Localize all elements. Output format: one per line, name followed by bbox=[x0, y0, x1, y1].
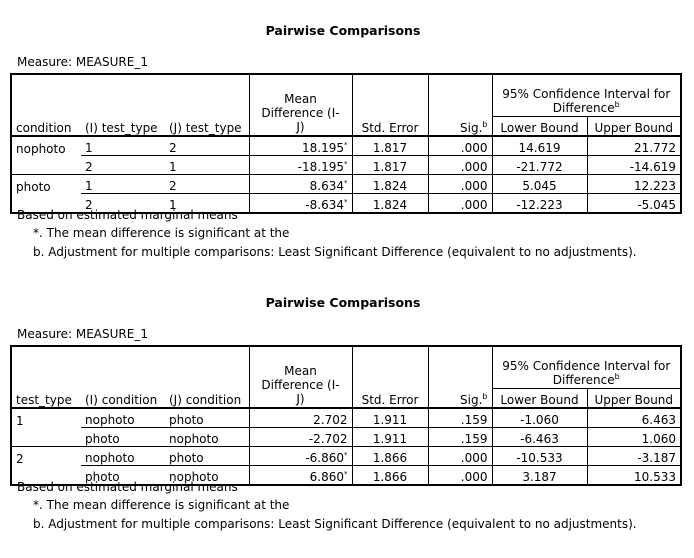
footnote-b: b. Adjustment for multiple comparisons: Least Significant Difference (equivalent to no adjustments). bbox=[33, 517, 637, 531]
row-std-error: 1.817 bbox=[352, 136, 428, 156]
table-row bbox=[11, 408, 681, 428]
sig-footnote-mark: b bbox=[482, 392, 488, 401]
row-sig: .000 bbox=[428, 136, 492, 156]
col-header-sig bbox=[428, 346, 492, 408]
pairwise-table bbox=[10, 345, 682, 486]
row-std-error: 1.911 bbox=[352, 408, 428, 428]
footnote-star: *. The mean difference is significant at the bbox=[33, 498, 290, 512]
row-j: nophoto bbox=[165, 428, 249, 447]
row-lower: 5.045 bbox=[492, 175, 587, 194]
row-std-error: 1.824 bbox=[352, 175, 428, 194]
footnote-star: *. The mean difference is significant at the bbox=[33, 226, 290, 240]
table-title: Pairwise Comparisons bbox=[265, 23, 421, 38]
row-mean-diff bbox=[249, 447, 352, 466]
col-header-group: test_type bbox=[11, 346, 81, 408]
row-lower: -10.533 bbox=[492, 447, 587, 466]
row-upper: 1.060 bbox=[587, 428, 681, 447]
row-i: photo bbox=[81, 428, 165, 447]
row-lower: -1.060 bbox=[492, 408, 587, 428]
significance-mark: * bbox=[344, 179, 348, 187]
ci-line2 bbox=[497, 373, 677, 387]
row-upper: -5.045 bbox=[587, 194, 681, 214]
row-i: 1 bbox=[81, 136, 165, 156]
col-header-sig bbox=[428, 74, 492, 136]
measure-label: Measure: MEASURE_1 bbox=[17, 327, 148, 341]
row-upper: 21.772 bbox=[587, 136, 681, 156]
ci-footnote-mark: b bbox=[614, 100, 620, 109]
row-i: 2 bbox=[85, 198, 93, 212]
table-title: Pairwise Comparisons bbox=[265, 295, 421, 310]
ci-line1: 95% Confidence Interval for bbox=[502, 87, 671, 101]
table-row bbox=[11, 136, 681, 156]
row-j: 1 bbox=[169, 198, 177, 212]
row-sig: .159 bbox=[428, 408, 492, 428]
row-mean-diff bbox=[249, 466, 352, 486]
significance-mark: * bbox=[344, 470, 348, 478]
row-lower: -6.463 bbox=[492, 428, 587, 447]
row-j: 1 bbox=[165, 156, 249, 175]
table-row bbox=[11, 428, 681, 447]
mean-diff-value: 8.634 bbox=[309, 179, 344, 193]
col-header-ci bbox=[492, 74, 681, 117]
mean-diff-value: 18.195 bbox=[302, 141, 344, 155]
col-header-mean-diff bbox=[249, 74, 352, 136]
col-header-mean-diff bbox=[249, 346, 352, 408]
row-upper: 10.533 bbox=[587, 466, 681, 486]
significance-mark: * bbox=[344, 160, 348, 168]
col-header-i: (I) condition bbox=[81, 346, 165, 408]
row-j: photo bbox=[165, 408, 249, 428]
ci-footnote-mark: b bbox=[614, 372, 620, 381]
row-upper: -3.187 bbox=[587, 447, 681, 466]
sig-label: Sig. bbox=[460, 121, 483, 135]
row-i: 1 bbox=[81, 175, 165, 194]
mean-diff-line1: Mean bbox=[284, 364, 317, 378]
row-j: 2 bbox=[165, 175, 249, 194]
footnote-base: Based on estimated marginal means bbox=[17, 480, 238, 494]
row-i: photo bbox=[85, 470, 120, 484]
row-sig: .000 bbox=[428, 447, 492, 466]
mean-diff-value: -18.195 bbox=[297, 160, 344, 174]
mean-diff-value: 6.860 bbox=[309, 470, 344, 484]
mean-diff-line3: J) bbox=[296, 392, 305, 406]
mean-diff-value: -8.634 bbox=[305, 198, 344, 212]
table-row bbox=[11, 175, 681, 194]
col-header-group: condition bbox=[11, 74, 81, 136]
row-mean-diff bbox=[249, 175, 352, 194]
col-header-ci bbox=[492, 346, 681, 389]
row-sig: .000 bbox=[428, 156, 492, 175]
row-mean-diff bbox=[249, 136, 352, 156]
row-upper: 12.223 bbox=[587, 175, 681, 194]
row-std-error: 1.817 bbox=[352, 156, 428, 175]
row-sig: .000 bbox=[428, 466, 492, 486]
row-group bbox=[11, 156, 81, 175]
row-group: 2 bbox=[16, 451, 24, 466]
col-header-i: (I) test_type bbox=[81, 74, 165, 136]
col-header-lower: Lower Bound bbox=[492, 117, 587, 137]
row-group: photo bbox=[16, 179, 51, 194]
col-header-upper: Upper Bound bbox=[587, 117, 681, 137]
col-header-j: (J) condition bbox=[165, 346, 249, 408]
col-header-j: (J) test_type bbox=[165, 74, 249, 136]
ci-line2-text: Difference bbox=[552, 101, 615, 115]
row-sig: .000 bbox=[428, 194, 492, 214]
row-sig: .000 bbox=[428, 175, 492, 194]
row-j: nophoto bbox=[169, 470, 219, 484]
mean-diff-line2: Difference (I- bbox=[261, 106, 340, 120]
row-i: nophoto bbox=[81, 447, 165, 466]
significance-mark: * bbox=[344, 451, 348, 459]
row-std-error: 1.911 bbox=[352, 428, 428, 447]
ci-line2 bbox=[497, 101, 677, 115]
row-i: 2 bbox=[81, 156, 165, 175]
row-mean-diff bbox=[249, 408, 352, 428]
col-header-upper: Upper Bound bbox=[587, 389, 681, 409]
row-lower: 14.619 bbox=[492, 136, 587, 156]
sig-footnote-mark: b bbox=[482, 120, 488, 129]
row-sig: .159 bbox=[428, 428, 492, 447]
mean-diff-line3: J) bbox=[296, 120, 305, 134]
measure-label: Measure: MEASURE_1 bbox=[17, 55, 148, 69]
ci-line2-text: Difference bbox=[552, 373, 615, 387]
mean-diff-line2: Difference (I- bbox=[261, 378, 340, 392]
sig-label: Sig. bbox=[460, 393, 483, 407]
footnote-b: b. Adjustment for multiple comparisons: Least Significant Difference (equivalent to no adjustments). bbox=[33, 245, 637, 259]
col-header-std-error: Std. Error bbox=[352, 74, 428, 136]
row-j: 2 bbox=[165, 136, 249, 156]
mean-diff-line1: Mean bbox=[284, 92, 317, 106]
row-group: nophoto bbox=[16, 141, 66, 156]
row-mean-diff bbox=[249, 156, 352, 175]
row-lower: 3.187 bbox=[492, 466, 587, 486]
significance-mark: * bbox=[344, 141, 348, 149]
pairwise-table bbox=[10, 73, 682, 214]
row-upper: -14.619 bbox=[587, 156, 681, 175]
row-std-error: 1.866 bbox=[352, 466, 428, 486]
footnote-base: Based on estimated marginal means bbox=[17, 208, 238, 222]
row-group: 1 bbox=[16, 413, 24, 428]
table-row bbox=[11, 156, 681, 175]
col-header-std-error: Std. Error bbox=[352, 346, 428, 408]
row-std-error: 1.824 bbox=[352, 194, 428, 214]
ci-line1: 95% Confidence Interval for bbox=[502, 359, 671, 373]
row-std-error: 1.866 bbox=[352, 447, 428, 466]
row-lower: -21.772 bbox=[492, 156, 587, 175]
significance-mark: * bbox=[344, 198, 348, 206]
row-mean-diff bbox=[249, 428, 352, 447]
row-i: nophoto bbox=[81, 408, 165, 428]
row-lower: -12.223 bbox=[492, 194, 587, 214]
table-row bbox=[11, 447, 681, 466]
row-j: photo bbox=[165, 447, 249, 466]
row-group bbox=[11, 428, 81, 447]
col-header-lower: Lower Bound bbox=[492, 389, 587, 409]
mean-diff-value: 2.702 bbox=[313, 413, 348, 427]
row-mean-diff bbox=[249, 194, 352, 214]
mean-diff-value: -2.702 bbox=[308, 432, 348, 446]
mean-diff-value: -6.860 bbox=[305, 451, 344, 465]
row-upper: 6.463 bbox=[587, 408, 681, 428]
